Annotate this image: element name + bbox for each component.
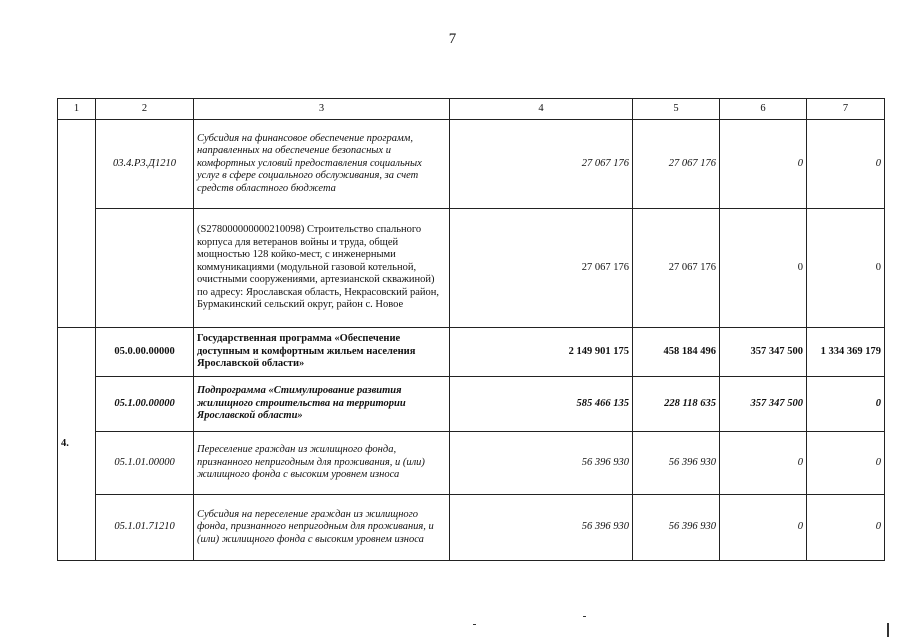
header-cell-3: 3 (194, 99, 450, 120)
row-value-7: 0 (807, 209, 885, 328)
row-name: Переселение граждан из жилищного фонда, признанного непригодным для проживания, и (или) жилищного фонда с высоким уровнем износа (194, 432, 450, 495)
scan-speck (887, 623, 889, 637)
row-value-4: 27 067 176 (450, 120, 633, 209)
row-value-5: 27 067 176 (633, 209, 720, 328)
row-value-7: 0 (807, 432, 885, 495)
row-value-6: 357 347 500 (720, 377, 807, 432)
row-value-4: 27 067 176 (450, 209, 633, 328)
row-value-6: 0 (720, 495, 807, 561)
scan-speck (583, 616, 586, 617)
row-code: 05.1.01.00000 (96, 432, 194, 495)
row-value-5: 56 396 930 (633, 432, 720, 495)
table-row (58, 209, 885, 328)
row-value-4: 56 396 930 (450, 495, 633, 561)
row-index: 4. (58, 328, 96, 561)
header-cell-7: 7 (807, 99, 885, 120)
header-cell-1: 1 (58, 99, 96, 120)
row-name: (S278000000000210098) Строительство спального корпуса для ветеранов войны и труда, общей мощностью 128 койко-мест, с инженерными коммуникациями (модульной газовой котельной, очистными сооружениями, артезианской скважиной) по адресу: Ярославская область, Некрасовский район, Бурмакинский сельский округ, район с. Новое (194, 209, 450, 328)
row-name: Субсидия на переселение граждан из жилищного фонда, признанного непригодным для проживания, и (или) жилищного фонда с высоким уровнем износа (194, 495, 450, 561)
table-header-row (58, 99, 885, 120)
row-code: 05.1.00.00000 (96, 377, 194, 432)
row-code: 05.1.01.71210 (96, 495, 194, 561)
row-value-6: 357 347 500 (720, 328, 807, 377)
row-value-6: 0 (720, 209, 807, 328)
page-number: 7 (448, 31, 457, 47)
row-value-7: 0 (807, 495, 885, 561)
row-value-6: 0 (720, 120, 807, 209)
row-name: Субсидия на финансовое обеспечение программ, направленных на обеспечение безопасных и комфортных условий предоставления социальных услуг в сфере социального обслуживания, за счет средств областного бюджета (194, 120, 450, 209)
row-name: Подпрограмма «Стимулирование развития жилищного строительства на территории Ярославской области» (194, 377, 450, 432)
row-code: 03.4.Р3.Д1210 (96, 120, 194, 209)
table-row (58, 495, 885, 561)
header-cell-5: 5 (633, 99, 720, 120)
row-value-7: 0 (807, 377, 885, 432)
row-value-5: 56 396 930 (633, 495, 720, 561)
row-value-4: 2 149 901 175 (450, 328, 633, 377)
row-name: Государственная программа «Обеспечение доступным и комфортным жильем населения Ярославской области» (194, 328, 450, 377)
row-code (96, 209, 194, 328)
row-code: 05.0.00.00000 (96, 328, 194, 377)
table-row (58, 328, 885, 377)
row-value-5: 458 184 496 (633, 328, 720, 377)
row-index (58, 120, 96, 328)
table-row (58, 377, 885, 432)
row-value-5: 228 118 635 (633, 377, 720, 432)
table-row (58, 432, 885, 495)
row-value-4: 585 466 135 (450, 377, 633, 432)
table-row (58, 120, 885, 209)
scan-speck (473, 624, 476, 625)
row-value-5: 27 067 176 (633, 120, 720, 209)
header-cell-2: 2 (96, 99, 194, 120)
header-cell-4: 4 (450, 99, 633, 120)
row-value-7: 0 (807, 120, 885, 209)
header-cell-6: 6 (720, 99, 807, 120)
budget-table (57, 98, 885, 561)
row-value-6: 0 (720, 432, 807, 495)
row-value-4: 56 396 930 (450, 432, 633, 495)
row-value-7: 1 334 369 179 (807, 328, 885, 377)
